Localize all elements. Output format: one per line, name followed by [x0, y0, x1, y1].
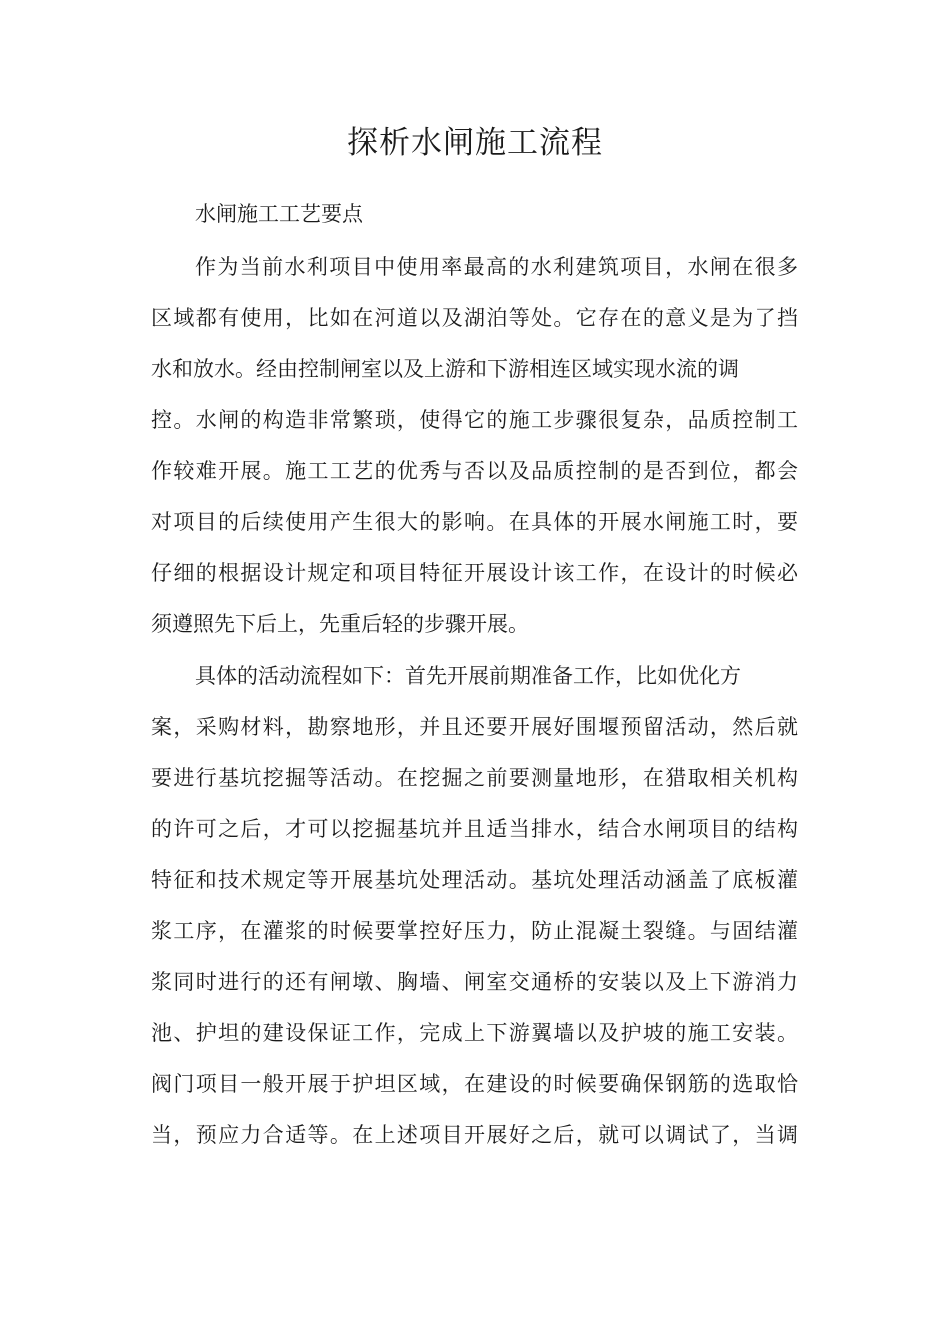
paragraph-line: 作较难开展。施工工艺的优秀与否以及品质控制的是否到位，都会	[151, 459, 798, 483]
paragraph-line: 作为当前水利项目中使用率最高的水利建筑项目，水闸在很多	[195, 255, 798, 279]
paragraph-line: 区域都有使用，比如在河道以及湖泊等处。它存在的意义是为了挡	[151, 306, 798, 330]
paragraph-line: 控。水闸的构造非常繁琐，使得它的施工步骤很复杂，品质控制工	[151, 408, 798, 432]
document-title: 探析水闸施工流程	[347, 125, 603, 161]
section-heading: 水闸施工工艺要点	[195, 202, 363, 226]
paragraph-line: 仔细的根据设计规定和项目特征开展设计该工作，在设计的时候必	[151, 561, 798, 585]
paragraph-line: 具体的活动流程如下：首先开展前期准备工作，比如优化方	[195, 664, 741, 688]
paragraph-line: 案，采购材料，勘察地形，并且还要开展好围堰预留活动，然后就	[151, 715, 798, 739]
paragraph-line: 浆同时进行的还有闸墩、胸墙、闸室交通桥的安装以及上下游消力	[151, 970, 798, 994]
paragraph-line: 阀门项目一般开展于护坦区域，在建设的时候要确保钢筋的选取恰	[151, 1072, 798, 1096]
paragraph-line: 当，预应力合适等。在上述项目开展好之后，就可以调试了，当调	[151, 1123, 798, 1147]
paragraph-line: 须遵照先下后上，先重后轻的步骤开展。	[151, 612, 529, 636]
paragraph-line: 要进行基坑挖掘等活动。在挖掘之前要测量地形，在猎取相关机构	[151, 766, 798, 790]
paragraph-line: 水和放水。经由控制闸室以及上游和下游相连区域实现水流的调	[151, 357, 739, 381]
paragraph-line: 池、护坦的建设保证工作，完成上下游翼墙以及护坡的施工安装。	[151, 1021, 798, 1045]
paragraph-line: 特征和技术规定等开展基坑处理活动。基坑处理活动涵盖了底板灌	[151, 868, 798, 892]
paragraph-line: 的许可之后，才可以挖掘基坑并且适当排水，结合水闸项目的结构	[151, 817, 798, 841]
paragraph-line: 对项目的后续使用产生很大的影响。在具体的开展水闸施工时，要	[151, 510, 798, 534]
paragraph-line: 浆工序，在灌浆的时候要掌控好压力，防止混凝土裂缝。与固结灌	[151, 919, 798, 943]
